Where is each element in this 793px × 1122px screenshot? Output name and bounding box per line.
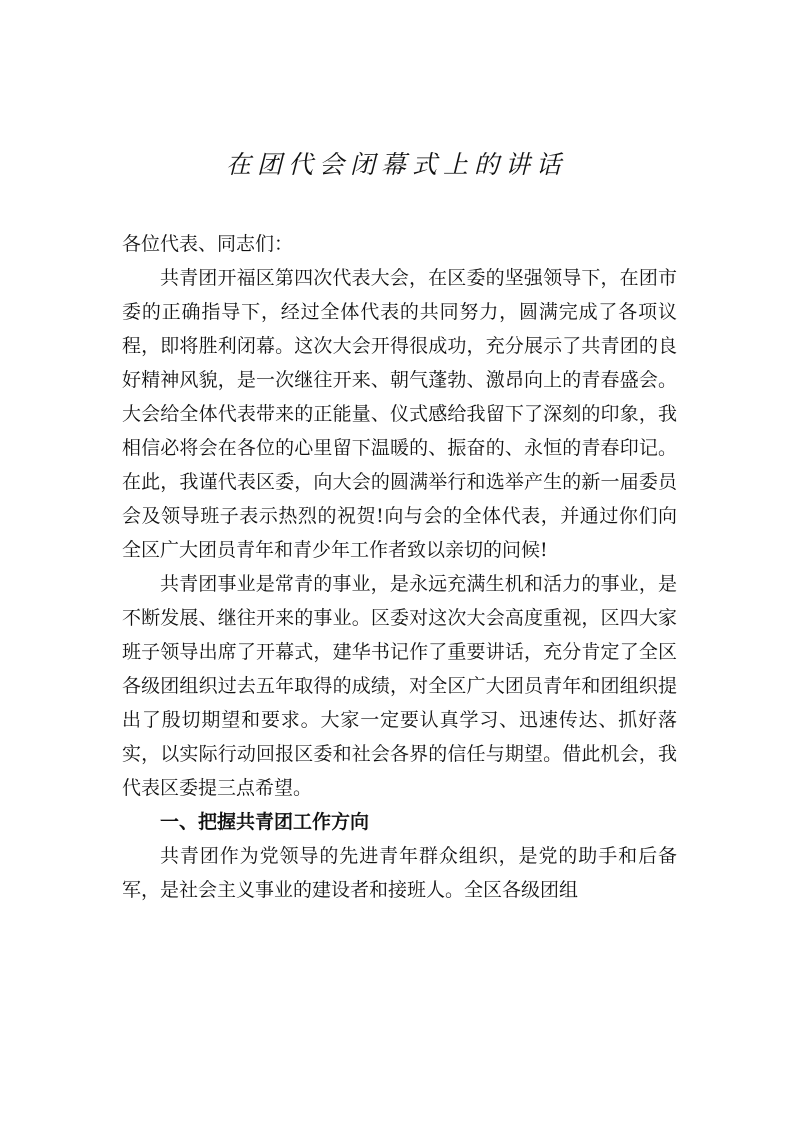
paragraph-2: 共青团事业是常青的事业，是永远充满生机和活力的事业，是不断发展、继往开来的事业。区委对这次大会高度重视，区四大家班子领导出席了开幕式，建华书记作了重要讲话，充分肯定了全区各级团组织过去五年取得的成绩，对全区广大团员青年和团组织提出了殷切期望和要求。大家一定要认真学习、迅速传达、抓好落实，以实际行动回报区委和社会各界的信任与期望。借此机会，我代表区委提三点希望。 <box>122 573 677 799</box>
section-paragraph: 共青团作为党领导的先进青年群众组织，是党的助手和后备军，是社会主义事业的建设者和接班人。全区各级团组 <box>122 845 677 901</box>
section-heading: 一、把握共青团工作方向 <box>160 811 370 833</box>
salutation: 各位代表、同志们： <box>122 233 294 255</box>
page-title: 在团代会闭幕式上的讲话 <box>225 150 567 179</box>
paragraph-1: 共青团开福区第四次代表大会，在区委的坚强领导下，在团市委的正确指导下，经过全体代表的共同努力，圆满完成了各项议程，即将胜利闭幕。这次大会开得很成功，充分展示了共青团的良好精神风貌，是一次继往开来、朝气蓬勃、激昂向上的青春盛会。大会给全体代表带来的正能量、仪式感给我留下了深刻的印象，我相信必将会在各位的心里留下温暖的、振奋的、永恒的青春印记。在此，我谨代表区委，向大会的圆满举行和选举产生的新一届委员会及领导班子表示热烈的祝贺!向与会的全体代表，并通过你们向全区广大团员青年和青少年工作者致以亲切的问候! <box>122 267 677 561</box>
document-body <box>122 227 677 907</box>
